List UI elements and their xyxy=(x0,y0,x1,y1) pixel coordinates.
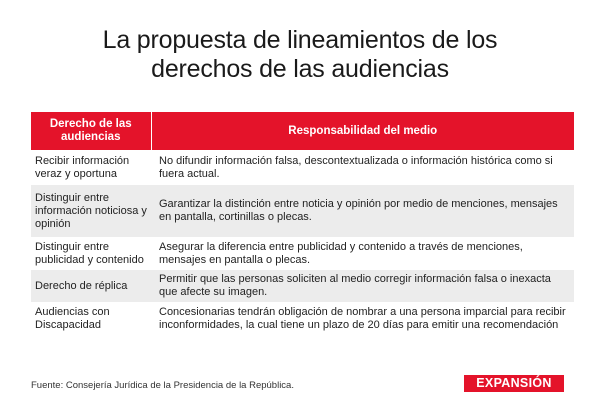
page-title xyxy=(0,26,600,84)
source-note: Fuente: Consejería Jurídica de la Presidencia de la República. xyxy=(31,380,294,391)
cell-derecho: Distinguir entre información noticiosa y opinión xyxy=(31,185,151,238)
cell-derecho: Derecho de réplica xyxy=(31,270,151,303)
header-derecho: Derecho de las audiencias xyxy=(31,112,151,151)
table-row xyxy=(31,185,574,238)
table-row xyxy=(31,151,574,185)
cell-derecho: Recibir información veraz y oportuna xyxy=(31,151,151,185)
header-responsabilidad: Responsabilidad del medio xyxy=(151,112,574,151)
table-row xyxy=(31,238,574,270)
cell-responsabilidad: Permitir que las personas soliciten al medio corregir información falsa o inexacta que afecte su imagen. xyxy=(151,270,574,303)
cell-derecho: Audiencias con Discapacidad xyxy=(31,303,151,336)
cell-responsabilidad: No difundir información falsa, descontextualizada o información histórica como si fuera actual. xyxy=(151,151,574,185)
table-header-row xyxy=(31,112,574,151)
table-row xyxy=(31,270,574,303)
cell-responsabilidad: Concesionarias tendrán obligación de nombrar a una persona imparcial para recibir inconformidades, la cual tiene un plazo de 20 días para emitir una recomendación xyxy=(151,303,574,336)
cell-derecho: Distinguir entre publicidad y contenido xyxy=(31,238,151,270)
title-line-1: La propuesta de lineamientos de los xyxy=(102,26,498,54)
rights-table xyxy=(31,112,574,335)
cell-responsabilidad: Garantizar la distinción entre noticia y opinión por medio de menciones, mensajes en pantalla, cortinillas o plecas. xyxy=(151,185,574,238)
title-line-2: derechos de las audiencias xyxy=(151,55,449,83)
cell-responsabilidad: Asegurar la diferencia entre publicidad y contenido a través de menciones, mensajes en pantalla o plecas. xyxy=(151,238,574,270)
expansion-logo: EXPANSIÓN xyxy=(464,375,564,392)
table-row xyxy=(31,303,574,336)
